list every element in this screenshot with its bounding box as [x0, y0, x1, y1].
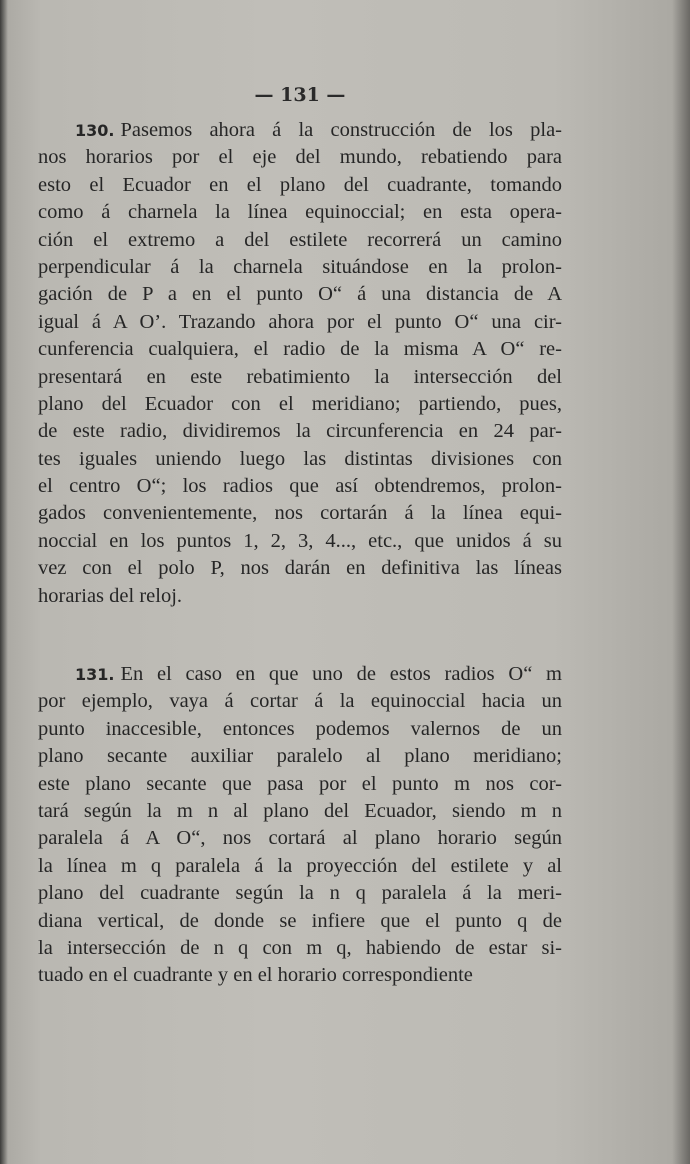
- page-number-header: — 131 —: [254, 84, 346, 106]
- paragraph-number: 131.: [75, 665, 115, 684]
- text-line: el centro O“; los radios que así obtendremos, prolon-: [38, 475, 562, 498]
- text-line: 130. Pasemos ahora á la construcción de los pla-: [75, 119, 562, 141]
- text-line: gados convenientemente, nos cortarán á la línea equi-: [38, 502, 562, 525]
- text-line: tuado en el cuadrante y en el horario correspondiente: [38, 964, 473, 987]
- text-line: ción el extremo a del estilete recorrerá un camino: [38, 228, 562, 251]
- text-line: la intersección de n q con m q, habiendo de estar si-: [38, 936, 562, 959]
- text-line: plano del cuadrante según la n q paralela á la meri-: [38, 882, 562, 905]
- text-line: 131. En el caso en que uno de estos radios O“ m: [75, 663, 562, 685]
- text-line: plano secante auxiliar paralelo al plano meridiano;: [38, 745, 562, 768]
- text-line: presentará en este rebatimiento la intersección del: [38, 365, 562, 388]
- text-line: igual á A O’. Trazando ahora por el punto O“ una cir-: [38, 310, 562, 333]
- text-line: perpendicular á la charnela situándose en la prolon-: [38, 255, 562, 278]
- text-line: cunferencia cualquiera, el radio de la misma A O“ re-: [38, 338, 562, 361]
- text-line: punto inaccesible, entonces podemos valernos de un: [38, 717, 562, 740]
- text-line: este plano secante que pasa por el punto m nos cor-: [38, 772, 562, 795]
- text-line: de este radio, dividiremos la circunferencia en 24 par-: [38, 420, 562, 443]
- text-line: noccial en los puntos 1, 2, 3, 4..., etc., que unidos á su: [38, 529, 562, 552]
- text-line: plano del Ecuador con el meridiano; partiendo, pues,: [38, 392, 562, 415]
- text-line: la línea m q paralela á la proyección del estilete y al: [38, 854, 562, 877]
- text-line: diana vertical, de donde se infiere que el punto q de: [38, 909, 562, 932]
- text-line: esto el Ecuador en el plano del cuadrante, tomando: [38, 173, 562, 196]
- text-line: por ejemplo, vaya á cortar á la equinoccial hacia un: [38, 690, 562, 713]
- text-line: vez con el polo P, nos darán en definitiva las líneas: [38, 557, 562, 580]
- page-edge: [672, 0, 690, 1164]
- text-line: tará según la m n al plano del Ecuador, siendo m n: [38, 799, 562, 822]
- paragraph-130: [38, 117, 562, 610]
- paragraph-number: 130.: [75, 121, 115, 140]
- text-line: horarias del reloj.: [38, 584, 183, 607]
- text-line: nos horarios por el eje del mundo, rebatiendo para: [38, 146, 562, 169]
- paragraph-131: [38, 661, 562, 990]
- text-line: gación de P a en el punto O“ á una distancia de A: [38, 283, 562, 306]
- text-line: tes iguales uniendo luego las distintas divisiones con: [38, 447, 562, 470]
- text-line: paralela á A O“, nos cortará al plano horario según: [38, 827, 562, 850]
- binding-shadow: [0, 0, 8, 1164]
- text-line: como á charnela la línea equinoccial; en esta opera-: [38, 201, 562, 224]
